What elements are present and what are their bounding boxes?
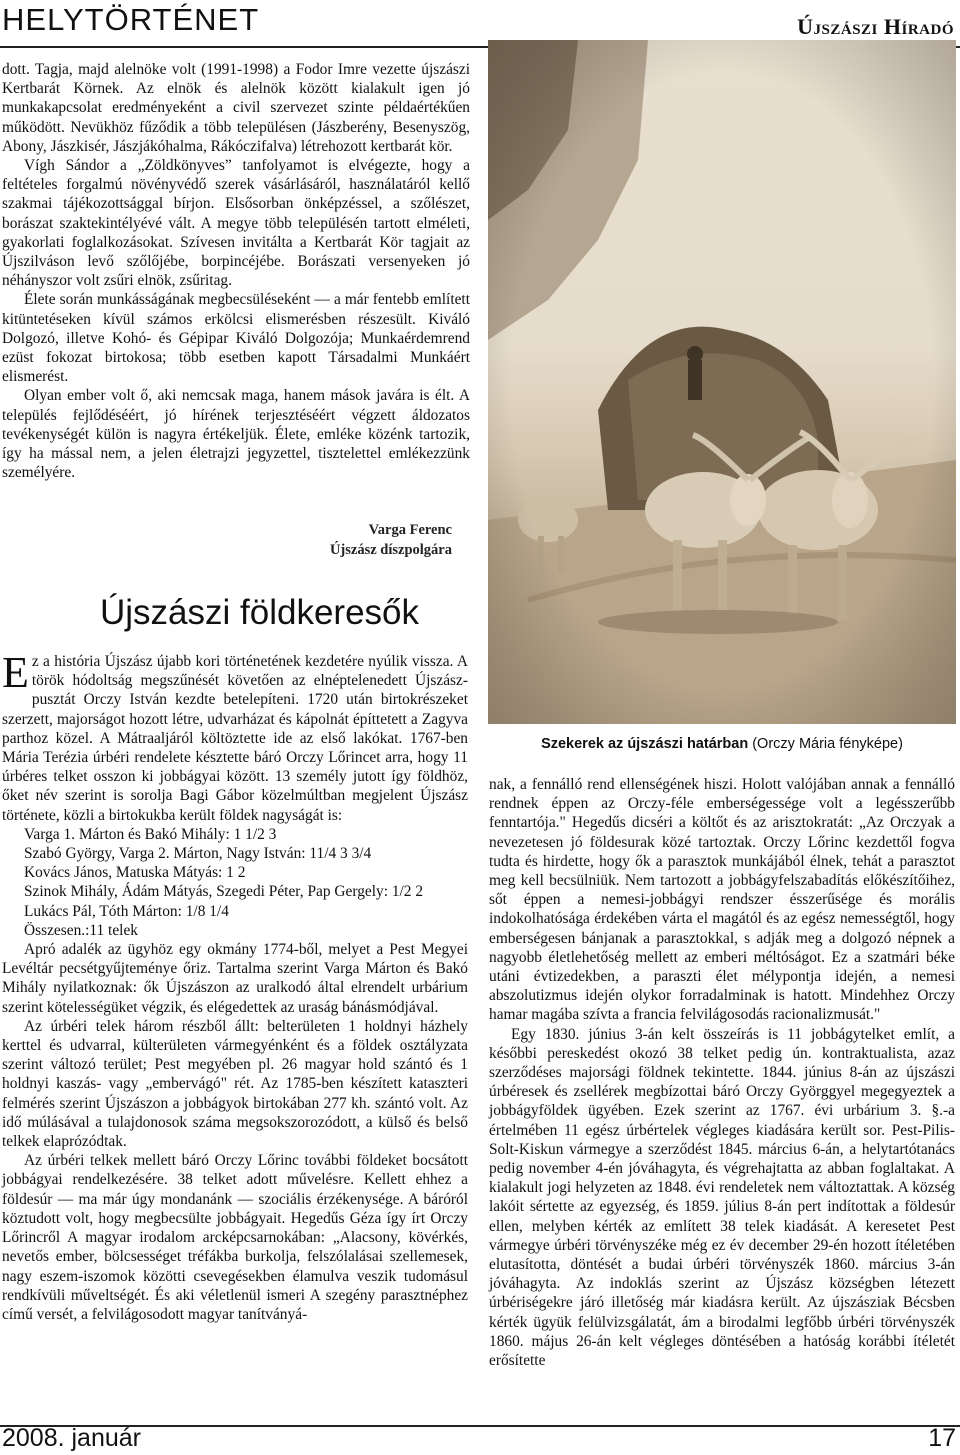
list-item: Szabó György, Varga 2. Márton, Nagy István: 11/4 3 3/4: [24, 845, 372, 863]
article-paragraph: nak, a fennálló rend ellenségének hiszi. Holott valójában annak a fennálló rendnek éppen az Orczy-féle emberségessége volt a legésszerűbb fenntartója." Hegedűs dicséri a költőt és az arisztokratát: „Az Orczyak a nevezetesen jó földesurak közé tartoztak. Orczy Lőrinc kezdettől fogva tudta és hirdette, hogy ők a parasztok munkájából élnek, tehát a parasztot meg kell becsülniük. Nem tartozott a jobbágyfelszabadítás előkészítőihez, sőt éppen a nemesi-jobbágyi rendszer ésszerűsége és morális indokolhatósága érdekében várta el magától és az egész nemességtől, hogy emberségesen bánjanak a parasztokkal, s adják meg a dolgozó népnek a nagyobb életlehetőség mellett az emberi méltóságot. Ez a szatmári béke utáni évtizedekben, a paraszti élet mélypontja idején, a nemesi abszolutizmus idején olykor forradalminak is hatott. Mindehhez Orczy hamar magába szívta a francia felvilágosodás racionalizmusát.": [489, 776, 955, 1024]
article-paragraph: Az úrbéri telkek mellett báró Orczy Lőrinc további földeket bocsátott jobbágyai rendelkezésére. 38 telket adott művelésre. Kellett ehhez a földesúr — ma már úgy mondanánk — szociális érzékenysége. A báróról köztudott volt, hogy megbecsülte jobbágyait. Hegedűs Géza így írt Orczy Lőrincről A magyar irodalom arcképcsarnokában: „Alacsony, kövérkés, nevetős ember, bölcsességet tréfákba burkolja, felszólalásai szellemesek, nagy eszem-iszomok közötti csevegésekben élamulva veszik tudomásul rendkívüli műveltségét. És aki véletlenül ismeri A szegény parasztnéphez című versét, a felvilágosodott magyar tanítványá-: [2, 1152, 468, 1323]
obituary-paragraph: dott. Tagja, majd alelnöke volt (1991-1998) a Fodor Imre vezette újszászi Kertbarát Körnek. Az elnök és alelnök között kialakult igen jó munkakapcsolat eredményeként a civil szervezet szinte példaértékűen működött. Nevükhöz fűződik a több településen (Jászberény, Besenyszög, Abony, Jászkisér, Jászjákóhalma, Rákóczifalva) létrehozott kertbarát kör.: [2, 61, 470, 155]
caption-credit: (Orczy Mária fényképe): [748, 736, 903, 752]
article-paragraph: Apró adalék az ügyhöz egy okmány 1774-ből, melyet a Pest Megyei Levéltár pecsétgyűjteménye őriz. Tartalma szerint Varga Márton és Bakó Mihály nyilatkoznak: ők Újszászon az uralkodó által elrendelt urbárium szerint kötelességüket végzik, és elégedettek az uraság bánásmódjával.: [2, 941, 468, 1016]
list-item: Összesen.:11 telek: [24, 921, 138, 939]
publication-name: Újszászi Híradó: [797, 14, 954, 39]
issue-date: 2008. január: [2, 1424, 142, 1452]
obituary-paragraph: Élete során munkásságának megbecsüléseként — a már fentebb említett kitüntetéseken kívül számos erkölcsi elismerésben részesült. Kiváló Dolgozó, illetve Kohó- és Gépipar Kiváló Dolgozója; Munkaérdemrend ezüst fokozat birtokosa; több esetben kapott Társadalmi Munkáért elismerést.: [2, 291, 470, 386]
oxcart-photo: [488, 40, 956, 724]
drop-cap: E: [2, 648, 29, 697]
article-column-right: [489, 775, 955, 1370]
footer-divider: [0, 1425, 960, 1427]
photo-illustration: [488, 40, 956, 724]
caption-title: Szekerek az újszászi határban: [541, 736, 749, 752]
section-title: HELYTÖRTÉNET: [2, 2, 260, 37]
article-paragraph: Egy 1830. június 3-án kelt összeírás is 11 jobbágytelket említ, a későbbi pereskedést okozó 38 telket pedig ún. kontraktualista, azaz szerződéses majorsági földnek tekintette. 1844. június 8-án az újszászi úrbéresek és zsellérek megbízottai báró Orczy Györggyel megegyeztek a jobbágyföldek ügyében. Ezek szerint az 1767. évi urbárium 3. §.-a értelmében 11 egész úrbértelek végleges kiadására került sor. Pest-Pilis-Solt-Kiskun vármegye a szerződést 1845. március 6-án, a helytartótanács pedig november 4-én jóváhagyta, és végrehajtatta az abban foglaltakat. A kialakult jogi helyzeten az 1848. évi rendeletek nem változtattak. A község lakóit sértette az egyezség, és 1859. július 8-án pert indítottak a földesúr ellen, melyben kérték az említett 38 telek kiadását. A keresetet Pest vármegye úrbéri törvényszéke még ez év december 29-én hozott ítéletében elutasította, döntését a budai úrbéri törvényszék 1860. március 3-án jóváhagyta. Az indoklás szerint az Újszász községben létezett úrbériségekre járó illetőség már kiadásra került. Az újszásziak Bécsben kérték ügyük felülvizsgálatát, ám a birodalmi legfőbb úrbéri törvényszék 1860. május 26-án kelt végleges döntésében a hatóság korábbi ítéletét erősítette: [489, 1025, 955, 1370]
list-item: Varga 1. Márton és Bakó Mihály: 1 1/2 3: [24, 825, 277, 843]
obituary-paragraph: Olyan ember volt ő, aki nemcsak maga, hanem mások javára is élt. A település fejlődéséért, jó hírének terjesztéséért végzett áldozatos tevékenységét külön is nagyra értékeljük. Élete, emléke közénk tartozik, így ha mással nem, a jelen életrajzi jegyzettel, tisztelettel emlékezzünk személyére.: [2, 387, 470, 482]
photo-caption: [488, 736, 956, 752]
list-item: Kovács János, Matuska Mátyás: 1 2: [24, 864, 246, 882]
article-column-left: [2, 648, 468, 1324]
land-list: [2, 825, 468, 940]
author-title: Újszász díszpolgára: [329, 542, 452, 558]
obituary-paragraph: Vígh Sándor a „Zöldkönyves” tanfolyamot is elvégezte, hogy a feltételes forgalmú növényvédő szerek vásárlásáról, használatáról kellő szakmai tájékozottsággal bírjon. Elsősorban önképzéssel, a szőlészet, borászat szaktekintélyévé vált. A megye több településén tartott elméleti, gyakorlati foglalkozásokat. Szívesen invitálta a Kertbarát Kör tagjait az Újszilváson levő szőlőjébe, borpincéjébe. Borászati versenyeken jó néhányszor volt zsűri elnök, zsűritag.: [2, 157, 470, 290]
list-item: Szinok Mihály, Ádám Mátyás, Szegedi Péter, Pap Gergely: 1/2 2: [24, 883, 424, 901]
list-item: Lukács Pál, Tóth Márton: 1/8 1/4: [24, 902, 229, 920]
lead-text: z a história Újszász újabb kori történetének kezdetére nyúlik vissza. A török hódoltság megszűnését követően az elnéptelenedett Újszász-pusztát Orczy István kezdte betelepíteni. 1720 után birtokrészeket szerzett, majorságot hozott létre, udvarházat és kápolnát építtetett a Zagyva parthoz közel. A Mátraaljáról költöztette ide az első lakókat. 1767-ben Mária Terézia úrbéri rendelete késztette báró Orczy Lőrincet arra, hogy 11 úrbéres telket osszon ki jobbágyai között. 13 személy jutott így földhöz, őket név szerint is sorolja Bagi Gábor közelmúltban megjelent Újszász története, közli a birtokukba került földek nagyságát is:: [2, 653, 468, 824]
page-number: 17: [928, 1424, 956, 1452]
article-title: Újszászi földkeresők: [100, 593, 419, 632]
author-signature: [300, 520, 452, 560]
obituary-text: [2, 60, 470, 482]
author-name: Varga Ferenc: [368, 522, 452, 538]
article-lead: [2, 648, 468, 825]
article-paragraph: Az úrbéri telek három részből állt: belterületen 1 holdnyi házhely kerttel és udvarral, külterületen vármegyénként és a földek osztályzata szerint változó terület; Pest megyében pl. 26 magyar hold szántó és 1 holdnyi kaszás- vagy „embervágó" rét. Az 1785-ben készített kataszteri felmérés szerint Újszászon a jobbágyok birtokában 277 kh. szántó volt. Az idő múlásával a tulajdonosok száma megsokszorozódott, a külső és belső telkek elaprózódtak.: [2, 1017, 468, 1151]
